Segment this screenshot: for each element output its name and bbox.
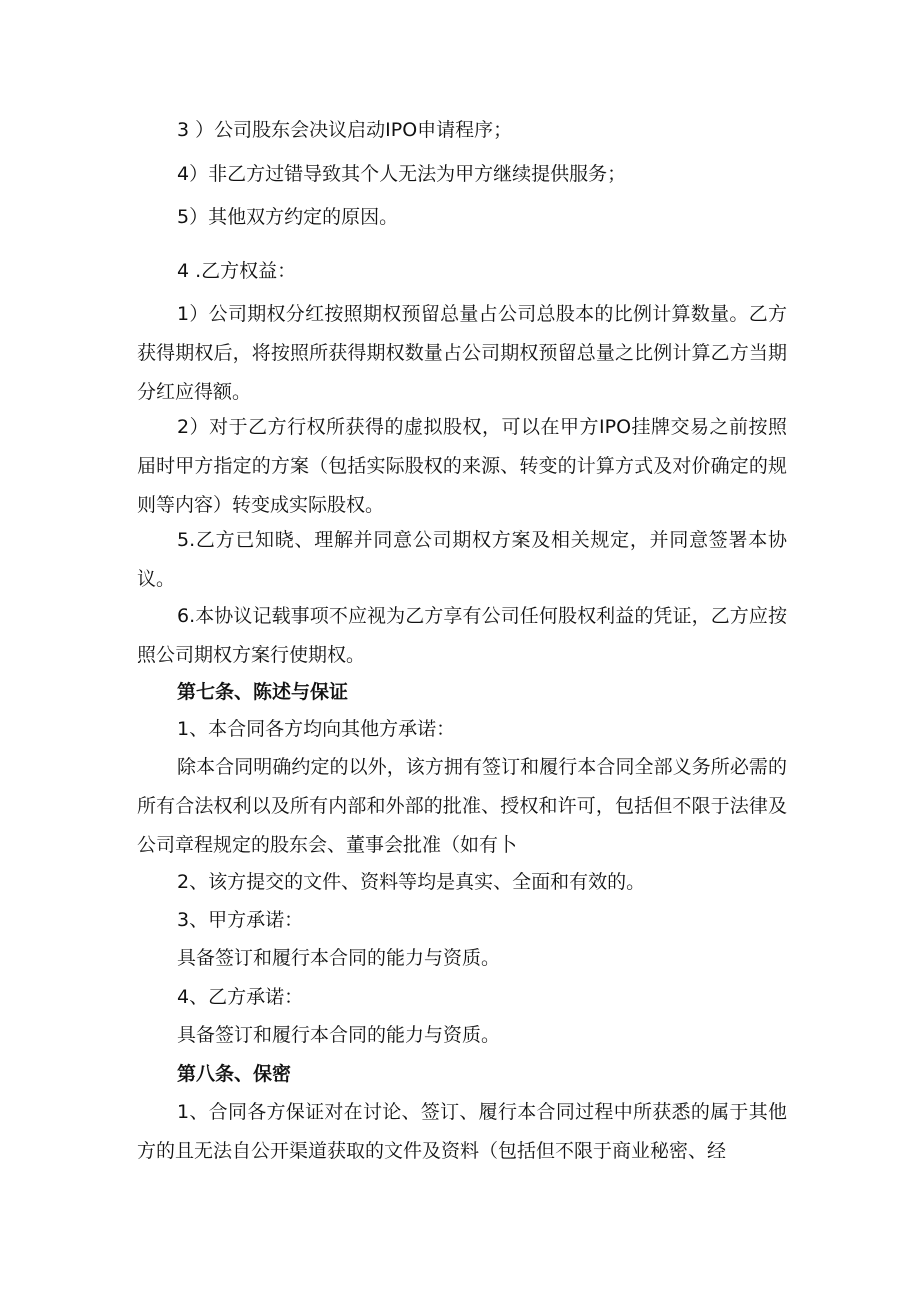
list-item-4: 4）非乙方过错导致其个人无法为甲方继续提供服务； <box>177 163 627 185</box>
paragraph-party-a-capacity: 具备签订和履行本合同的能力与资质。 <box>177 947 501 969</box>
paragraph-virtual-equity: 2）对于乙方行权所获得的虚拟股权，可以在甲方IPO挂牌交易之前按照届时甲方指定的方案（包括实际股权的来源、转变的计算方式及对价确定的规则等内容）转变成实际股权。 <box>137 416 787 516</box>
paragraph-party-b-undertaking: 4、乙方承诺： <box>177 986 304 1008</box>
paragraph-party-b-capacity: 具备签订和履行本合同的能力与资质。 <box>177 1024 501 1046</box>
section-party-b-rights: 4 .乙方权益： <box>177 260 297 282</box>
paragraph-authority: 除本合同明确约定的以外，该方拥有签订和履行本合同全部义务所必需的所有合法权利以及所有内部和外部的批准、授权和许可，包括但不限于法律及公司章程规定的股东会、董事会批准（如有卜 <box>137 756 787 856</box>
paragraph-acknowledgement: 5.乙方已知晓、理解并同意公司期权方案及相关规定，并同意签署本协议。 <box>137 529 787 590</box>
paragraph-documents-true: 2、该方提交的文件、资料等均是真实、全面和有效的。 <box>177 871 646 893</box>
list-item-3: 3 ）公司股东会决议启动IPO申请程序； <box>177 119 513 141</box>
list-item-5: 5）其他双方约定的原因。 <box>177 206 399 228</box>
paragraph-party-a-undertaking: 3、甲方承诺： <box>177 909 304 931</box>
article-7-heading: 第七条、陈述与保证 <box>177 681 349 703</box>
paragraph-mutual-undertaking: 1、本合同各方均向其他方承诺： <box>177 718 456 740</box>
article-8-heading: 第八条、保密 <box>177 1063 292 1085</box>
paragraph-confidentiality: 1、合同各方保证对在讨论、签订、履行本合同过程中所获悉的属于其他方的且无法自公开渠道获取的文件及资料（包括但不限于商业秘密、经 <box>137 1101 787 1162</box>
paragraph-not-certificate: 6.本协议记载事项不应视为乙方享有公司任何股权利益的凭证，乙方应按照公司期权方案行使期权。 <box>137 605 787 666</box>
paragraph-dividend: 1）公司期权分红按照期权预留总量占公司总股本的比例计算数量。乙方获得期权后，将按照所获得期权数量占公司期权预留总量之比例计算乙方当期分红应得额。 <box>137 303 787 403</box>
